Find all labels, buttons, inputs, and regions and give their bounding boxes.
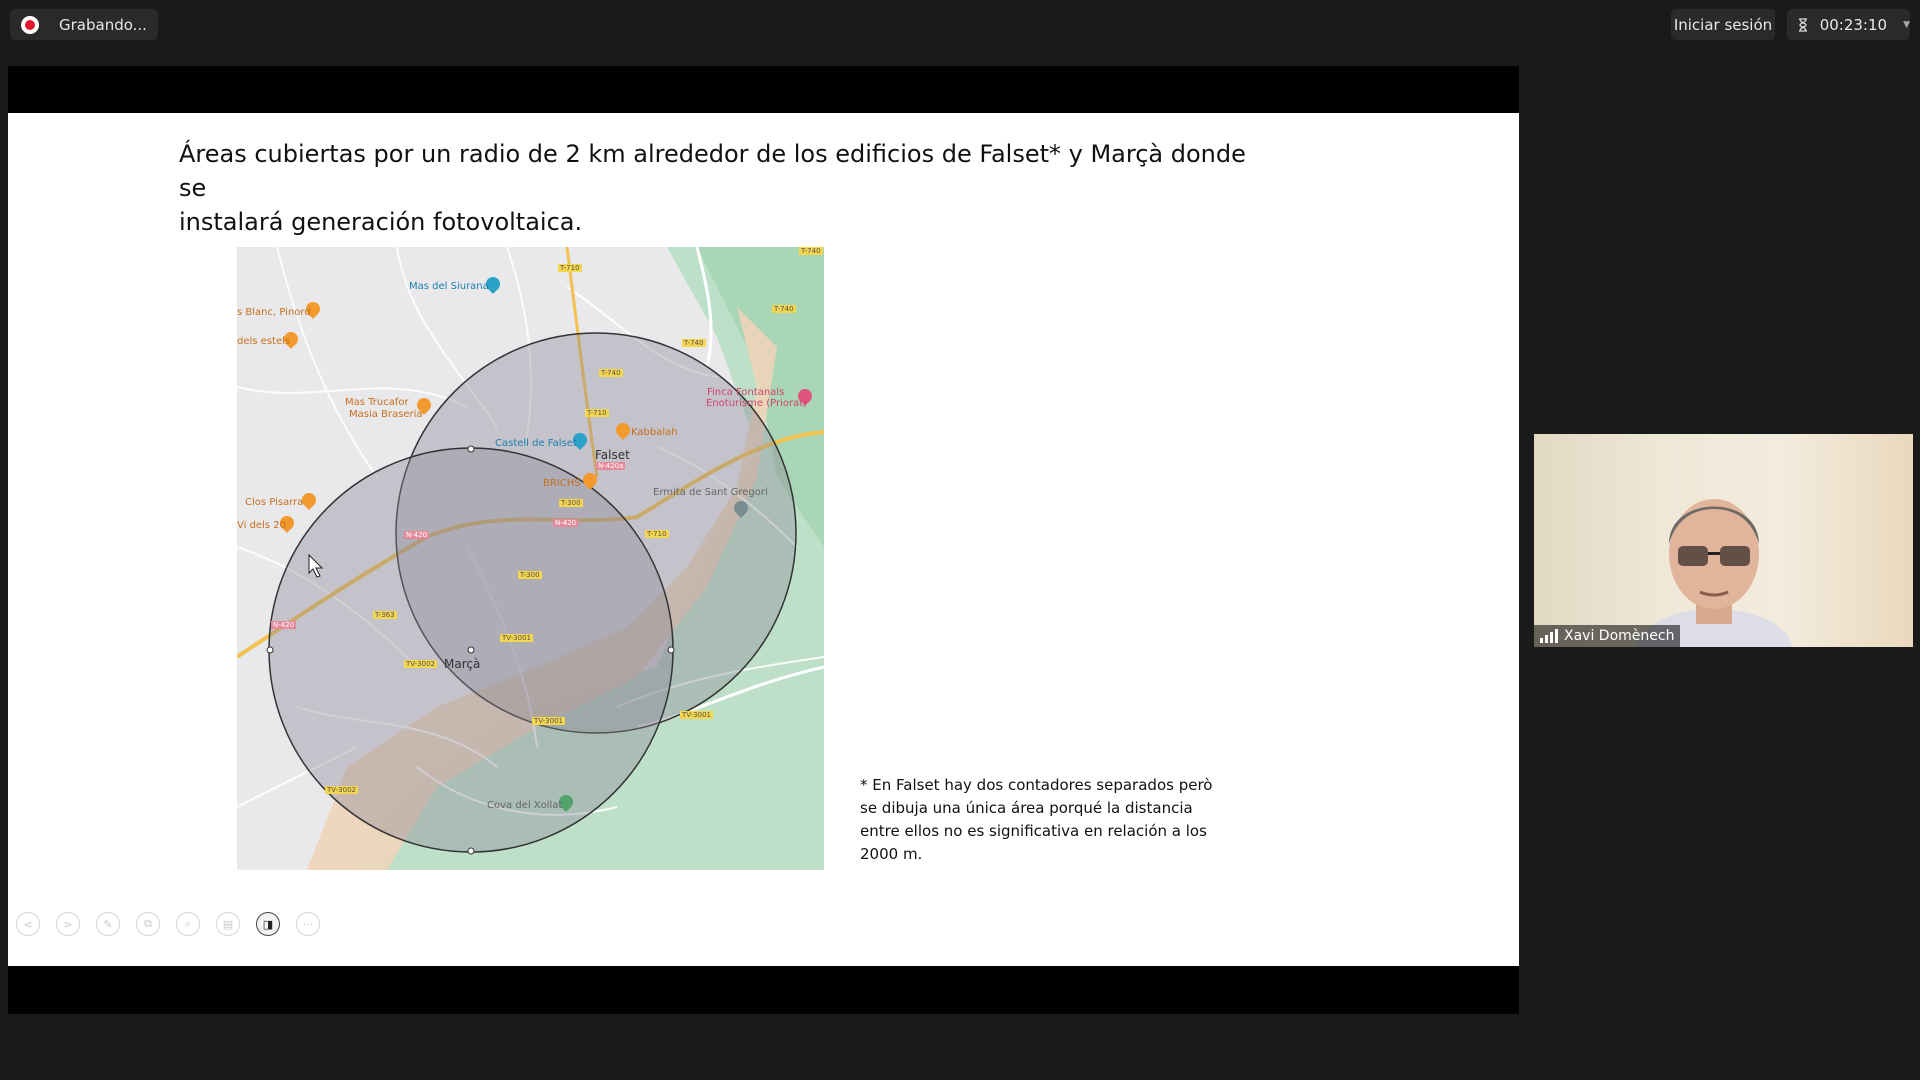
presentation-slide xyxy=(8,113,1519,966)
road-label: T-710 xyxy=(587,409,607,417)
footnote-line: entre ellos no es significativa en relación a los xyxy=(860,822,1207,840)
recording-indicator[interactable] xyxy=(10,9,158,40)
map-label-finca-fontanals: Finca Fontanals xyxy=(707,387,785,398)
road-label: T-740 xyxy=(801,247,821,255)
map-label-mas-trucafort: Mas Trucafor xyxy=(345,397,409,408)
zoom-icon[interactable]: ⌕ xyxy=(176,912,200,936)
road-label: T-300 xyxy=(561,499,581,507)
road-label: TV-3001 xyxy=(534,717,563,725)
road-label: T-740 xyxy=(601,369,621,377)
slideshow-controls xyxy=(16,912,320,936)
map-label-masia-braseria: Masia Braseria xyxy=(349,409,423,420)
map-label-ermita: Ermita de Sant Gregori xyxy=(653,487,768,498)
meeting-timer[interactable] xyxy=(1787,9,1910,40)
road-label: T-710 xyxy=(560,264,580,272)
road-label: N-420 xyxy=(555,519,577,527)
map-label-vi-dels-20: Vi dels 20 xyxy=(237,520,286,531)
map-label-enoturisme: Enoturisme (Priorat) xyxy=(706,398,808,409)
road-label: TV-3001 xyxy=(682,711,711,719)
footnote-line: se dibuja una única área porqué la distancia xyxy=(860,799,1193,817)
meeting-topbar xyxy=(0,0,1920,50)
participant-name-tag xyxy=(1534,625,1680,647)
hourglass-icon xyxy=(1797,18,1810,32)
map-graphic xyxy=(237,247,824,870)
copy-icon[interactable]: ⧉ xyxy=(136,912,160,936)
map-label-castell-falset: Castell de Falset xyxy=(495,438,577,449)
road-label: T-740 xyxy=(774,305,794,313)
road-label: T-740 xyxy=(684,339,704,347)
road-label: N-420 xyxy=(406,531,428,539)
road-label: T-710 xyxy=(647,530,667,538)
signal-strength-icon xyxy=(1540,629,1558,643)
timer-value: 00:23:10 xyxy=(1819,15,1888,34)
record-icon xyxy=(21,16,39,34)
slide-title xyxy=(179,137,1259,239)
footnote-line: * En Falset hay dos contadores separados però xyxy=(860,776,1213,794)
slide-title-line-2: instalará generación fotovoltaica. xyxy=(179,208,583,236)
slide-footnote xyxy=(860,774,1240,866)
map-label-blanc-pinord: s Blanc, Pinord xyxy=(237,307,311,318)
footnote-line: 2000 m. xyxy=(860,845,923,863)
signin-button[interactable]: Iniciar sesión xyxy=(1671,9,1775,40)
map-label-clos-pisarra: Clos Pisarra xyxy=(245,497,304,508)
next-slide-icon[interactable]: > xyxy=(56,912,80,936)
slide-title-line-1: Áreas cubiertas por un radio de 2 km alrededor de los edificios de Falset* y Marçà donde se xyxy=(179,140,1246,202)
subtitles-icon[interactable]: ▤ xyxy=(216,912,240,936)
map-label-kabbalah: Kabbalah xyxy=(631,427,678,438)
participant-video-tile[interactable] xyxy=(1534,434,1913,647)
map-label-cova-xollat: Cova del Xollat xyxy=(487,800,563,811)
map-label-mas-siurana: Mas del Siurana xyxy=(409,281,489,292)
map-label-falset: Falset xyxy=(595,448,630,462)
road-label: T-300 xyxy=(520,571,540,579)
more-options-icon[interactable]: ··· xyxy=(296,912,320,936)
previous-slide-icon[interactable]: < xyxy=(16,912,40,936)
road-label: N-420a xyxy=(598,462,624,470)
camera-icon[interactable]: ◨ xyxy=(256,912,280,936)
recording-label: Grabando... xyxy=(59,15,147,34)
pen-icon[interactable]: ✎ xyxy=(96,912,120,936)
map-image xyxy=(237,247,824,870)
map-label-dels-estels: dels estels xyxy=(237,336,291,347)
road-label: T-363 xyxy=(375,611,395,619)
road-label: N-420 xyxy=(273,621,295,629)
participant-avatar xyxy=(1634,474,1794,647)
map-label-brichs: BRICHS xyxy=(543,478,581,489)
shared-screen xyxy=(8,66,1519,1014)
chevron-down-icon[interactable]: ▼ xyxy=(1903,19,1910,30)
road-label: TV-3001 xyxy=(502,634,531,642)
road-label: TV-3002 xyxy=(327,786,356,794)
road-label: TV-3002 xyxy=(406,660,435,668)
participant-name: Xavi Domènech xyxy=(1564,628,1675,644)
map-label-marca: Marçà xyxy=(444,657,481,671)
